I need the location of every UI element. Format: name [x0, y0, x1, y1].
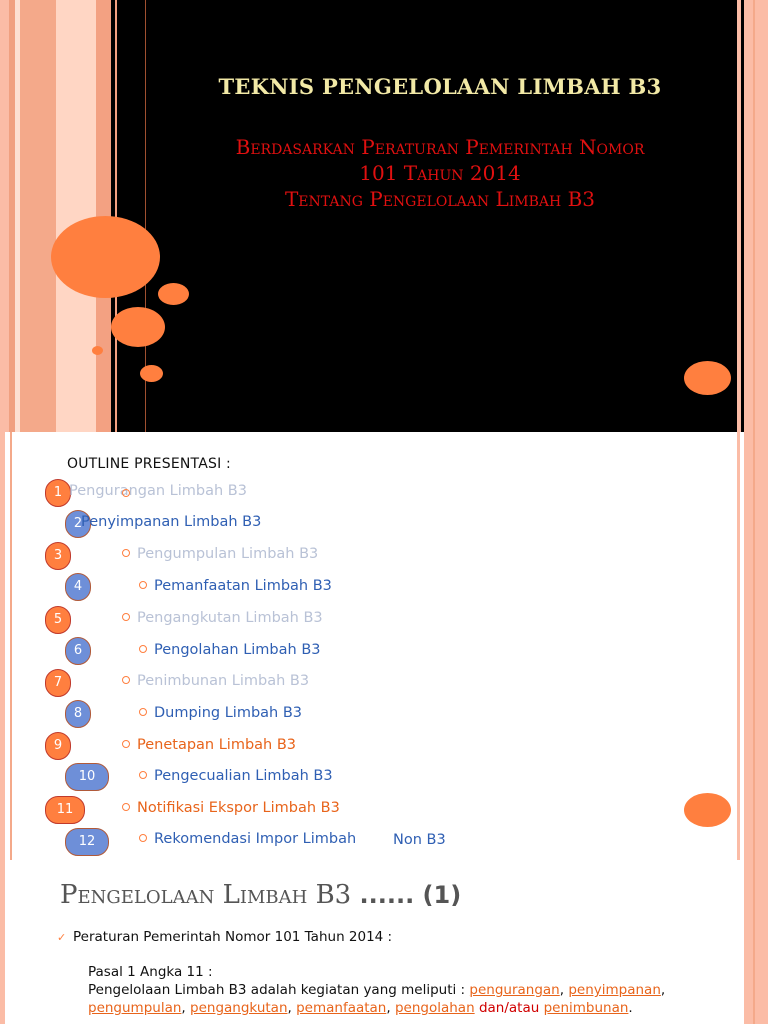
number-badge: 3 — [45, 542, 71, 570]
outline-item[interactable] — [81, 514, 261, 530]
item-label: Penyimpanan Limbah B3 — [81, 514, 262, 530]
number-badge: 6 — [65, 637, 91, 665]
outline-item[interactable] — [139, 642, 321, 658]
bullet-icon — [139, 771, 147, 779]
item-suffix: Non B3 — [393, 832, 446, 848]
decorative-circle — [684, 361, 731, 395]
definition-text: Pengelolaan Limbah B3 adalah kegiatan yang meliputi : pengurangan, penyimpanan, pengumpulan, pengangkutan, pemanfaatan, pengolahan dan/atau penimbunan. — [88, 982, 666, 1016]
bullet-icon — [122, 803, 130, 811]
number-badge: 8 — [65, 700, 91, 728]
decorative-circle — [111, 307, 165, 347]
stripe-decoration — [753, 860, 755, 1024]
pasal-text: Pasal 1 Angka 11 : — [88, 964, 213, 980]
item-label: Pengecualian Limbah B3 — [154, 768, 333, 784]
outline-item[interactable] — [122, 610, 323, 626]
item-label: Penimbunan Limbah B3 — [137, 673, 310, 689]
check-icon: ✓ — [57, 931, 67, 944]
bullet-icon — [122, 489, 130, 497]
title-suffix: ...... (1) — [359, 881, 462, 909]
decorative-circle — [51, 216, 160, 298]
bullet-icon — [139, 708, 147, 716]
outline-item[interactable] — [122, 737, 296, 753]
item-label: Rekomendasi Impor Limbah — [154, 831, 357, 847]
decorative-circle — [684, 793, 731, 827]
slide-title: TEKNIS PENGELOLAAN LIMBAH B3 — [218, 74, 662, 99]
item-label: Pengolahan Limbah B3 — [154, 642, 321, 658]
bullet-icon — [122, 549, 130, 557]
outline-item[interactable] — [139, 578, 332, 594]
bullet-icon — [122, 676, 130, 684]
stripe-decoration — [753, 432, 755, 860]
term-link[interactable]: pengurangan — [469, 982, 560, 998]
number-badge: 11 — [45, 796, 85, 824]
outline-item[interactable] — [122, 546, 318, 562]
item-label: Notifikasi Ekspor Limbah B3 — [137, 800, 340, 816]
stripe-decoration — [20, 0, 56, 432]
subtitle-line: Tentang Pengelolaan Limbah B3 — [284, 187, 596, 211]
decorative-circle — [158, 283, 189, 305]
term-link[interactable]: pemanfaatan — [296, 1000, 387, 1016]
stripe-decoration — [737, 0, 741, 432]
decorative-circle — [92, 346, 103, 355]
number-badge: 5 — [45, 606, 71, 634]
slide-title — [60, 880, 461, 910]
bullet-icon — [122, 740, 130, 748]
stripe-decoration — [56, 0, 96, 432]
stripe-decoration — [0, 0, 9, 432]
number-badge: 1 — [45, 479, 71, 507]
stripe-decoration — [744, 0, 768, 432]
stripe-decoration — [744, 432, 768, 860]
bullet-icon — [122, 613, 130, 621]
stripe-decoration — [737, 432, 740, 860]
number-badge: 12 — [65, 828, 109, 856]
outline-heading: OUTLINE PRESENTASI : — [67, 456, 231, 472]
term-link[interactable]: penyimpanan — [568, 982, 661, 998]
item-label: Pengangkutan Limbah B3 — [137, 610, 323, 626]
item-label: Dumping Limbah B3 — [154, 705, 303, 721]
item-label: Pengurangan Limbah B3 — [69, 483, 247, 499]
outline-item[interactable] — [139, 705, 302, 721]
outline-item[interactable] — [122, 673, 309, 689]
title-text: Pengelolaan Limbah B3 — [60, 880, 352, 910]
regulation-text: Peraturan Pemerintah Nomor 101 Tahun 2014 : — [73, 929, 393, 945]
number-badge: 7 — [45, 669, 71, 697]
slide-subtitle — [150, 134, 730, 212]
stripe-decoration — [0, 860, 5, 1024]
bullet-icon — [139, 581, 147, 589]
number-badge: 4 — [65, 573, 91, 601]
bullet-icon — [139, 645, 147, 653]
item-label: Pengumpulan Limbah B3 — [137, 546, 319, 562]
subtitle-line: 101 Tahun 2014 — [359, 161, 521, 185]
stripe-decoration — [0, 432, 5, 860]
term-link[interactable]: pengumpulan — [88, 1000, 182, 1016]
number-badge: 9 — [45, 732, 71, 760]
term-link[interactable]: pengolahan — [394, 1000, 475, 1016]
number-badge: 2 — [65, 510, 91, 538]
outline-item[interactable] — [139, 831, 356, 847]
outline-item[interactable] — [69, 483, 247, 499]
outline-item[interactable] — [122, 800, 340, 816]
content-slide — [0, 860, 768, 1024]
number-badge: 10 — [65, 763, 109, 791]
connector-text: dan/atau — [478, 1000, 540, 1016]
bullet-icon — [139, 834, 147, 842]
term-link[interactable]: penimbunan — [543, 1000, 629, 1016]
definition-prefix: Pengelolaan Limbah B3 adalah kegiatan yang meliputi : — [88, 982, 466, 998]
item-label: Penetapan Limbah B3 — [137, 737, 297, 753]
subtitle-line: Berdasarkan Peraturan Pemerintah Nomor — [235, 135, 645, 159]
title-slide — [0, 0, 768, 432]
decorative-circle — [140, 365, 163, 382]
stripe-decoration — [753, 0, 755, 432]
term-link[interactable]: pengangkutan — [190, 1000, 288, 1016]
item-label: Pemanfaatan Limbah B3 — [154, 578, 332, 594]
stripe-decoration — [10, 432, 12, 860]
outline-item[interactable] — [139, 768, 333, 784]
outline-slide — [0, 432, 768, 860]
